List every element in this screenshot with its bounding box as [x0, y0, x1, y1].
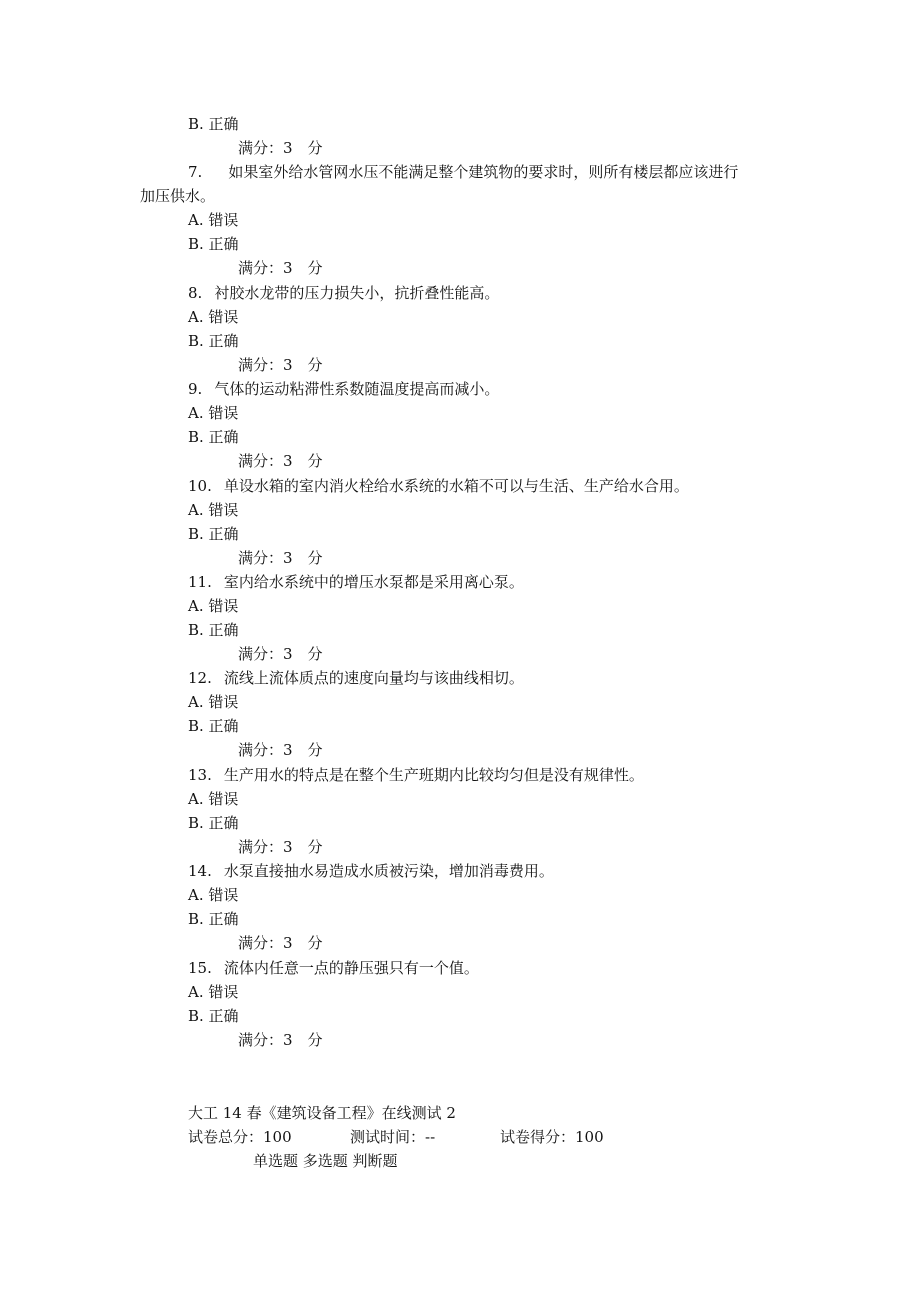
- question-14-option-a: A. 错误: [188, 886, 239, 904]
- question-15-option-a: A. 错误: [188, 983, 239, 1001]
- question-number: 12.: [188, 669, 212, 687]
- question-text: 水泵直接抽水易造成水质被污染，增加消毒费用。: [223, 862, 554, 880]
- question-14-option-b: B. 正确: [188, 910, 239, 928]
- question-text: 室内给水系统中的增压水泵都是采用离心泵。: [223, 573, 524, 591]
- question-9-option-b: B. 正确: [188, 428, 239, 446]
- question-12-option-a: A. 错误: [188, 693, 239, 711]
- question-12: [188, 668, 524, 688]
- question-number: 9.: [188, 380, 203, 398]
- question-8-score: 满分：3 分: [238, 356, 323, 374]
- question-10-score: 满分：3 分: [238, 549, 323, 567]
- question-number: 13.: [188, 766, 212, 784]
- test-time: 测试时间：--: [350, 1128, 436, 1146]
- question-text: 生产用水的特点是在整个生产班期内比较均匀但是没有规律性。: [223, 766, 644, 784]
- section-links[interactable]: 单选题 多选题 判断题: [253, 1152, 398, 1170]
- question-7-option-a: A. 错误: [188, 211, 239, 229]
- question-15: [188, 958, 479, 978]
- question-text: 流线上流体质点的速度向量均与该曲线相切。: [223, 669, 524, 687]
- obtained-score: 试卷得分：100: [500, 1128, 604, 1146]
- question-text: 衬胶水龙带的压力损失小，抗折叠性能高。: [214, 284, 500, 302]
- question-8: [188, 283, 499, 303]
- question-number: 8.: [188, 284, 203, 302]
- question-text: 单设水箱的室内消火栓给水系统的水箱不可以与生活、生产给水合用。: [223, 477, 689, 495]
- question-11-option-a: A. 错误: [188, 597, 239, 615]
- question-text: 气体的运动粘滞性系数随温度提高而减小。: [214, 380, 500, 398]
- question-number: 14.: [188, 862, 212, 880]
- question-13-option-a: A. 错误: [188, 790, 239, 808]
- question-number: 11.: [188, 573, 212, 591]
- question-9: [188, 379, 499, 399]
- question-8-option-a: A. 错误: [188, 308, 239, 326]
- question-14-score: 满分：3 分: [238, 934, 323, 952]
- question-13: [188, 765, 644, 785]
- question-13-score: 满分：3 分: [238, 838, 323, 856]
- question-7-text-cont: 加压供水。: [140, 187, 216, 205]
- prev-option-b: B. 正确: [188, 115, 239, 133]
- question-10: [188, 476, 689, 496]
- question-10-option-b: B. 正确: [188, 525, 239, 543]
- question-number: 7.: [188, 163, 203, 181]
- prev-score: 满分：3 分: [238, 139, 323, 157]
- question-9-option-a: A. 错误: [188, 404, 239, 422]
- question-9-score: 满分：3 分: [238, 452, 323, 470]
- question-15-score: 满分：3 分: [238, 1031, 323, 1049]
- test-title: 大工 14 春《建筑设备工程》在线测试 2: [188, 1104, 456, 1122]
- question-number: 15.: [188, 959, 212, 977]
- question-7-score: 满分：3 分: [238, 259, 323, 277]
- question-text: 流体内任意一点的静压强只有一个值。: [223, 959, 479, 977]
- question-10-option-a: A. 错误: [188, 501, 239, 519]
- question-11-option-b: B. 正确: [188, 621, 239, 639]
- question-13-option-b: B. 正确: [188, 814, 239, 832]
- question-text: 如果室外给水管网水压不能满足整个建筑物的要求时，则所有楼层都应该进行: [228, 163, 739, 181]
- question-7: [188, 162, 738, 182]
- question-7-option-b: B. 正确: [188, 235, 239, 253]
- question-number: 10.: [188, 477, 212, 495]
- question-14: [188, 861, 554, 881]
- question-12-score: 满分：3 分: [238, 741, 323, 759]
- total-score: 试卷总分：100: [188, 1128, 292, 1146]
- question-12-option-b: B. 正确: [188, 717, 239, 735]
- question-8-option-b: B. 正确: [188, 332, 239, 350]
- question-15-option-b: B. 正确: [188, 1007, 239, 1025]
- question-11: [188, 572, 524, 592]
- question-11-score: 满分：3 分: [238, 645, 323, 663]
